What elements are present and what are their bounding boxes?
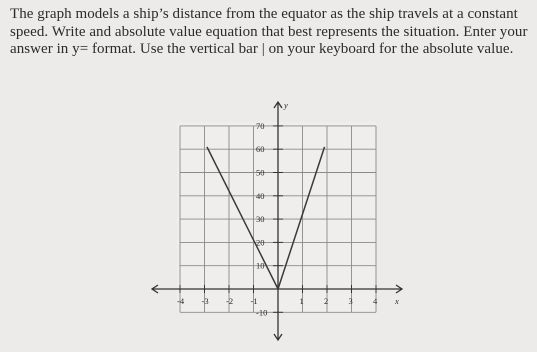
- y-tick-label: 20: [256, 237, 265, 248]
- y-tick-label: 50: [256, 167, 265, 178]
- x-tick-label: 2: [324, 296, 329, 306]
- y-tick-label: 10: [256, 260, 265, 271]
- y-tick-label: 40: [256, 190, 265, 201]
- y-axis-label: y: [284, 100, 288, 110]
- x-tick-label: 4: [373, 296, 378, 306]
- y-tick-label: 60: [256, 144, 265, 155]
- question-text: The graph models a ship’s distance from the equator as the ship travels at a constant speed. Write and absolute value equation that best represents the situation. Enter your answer in y= format. Use the vertical bar | on your keyboard for the absolute value.: [10, 6, 528, 57]
- y-tick-label: 70: [256, 120, 265, 131]
- x-axis-label: x: [395, 296, 399, 306]
- x-tick-label: 1: [299, 296, 304, 306]
- x-tick-label: -2: [226, 296, 234, 306]
- x-tick-label: -3: [201, 296, 209, 306]
- y-tick-label: 30: [256, 214, 265, 225]
- x-tick-label: -4: [177, 296, 185, 306]
- x-tick-label: -1: [250, 296, 258, 306]
- x-tick-label: 3: [348, 296, 353, 306]
- graph-grid-background: [177, 122, 376, 312]
- y-tick-label: -10: [256, 307, 268, 318]
